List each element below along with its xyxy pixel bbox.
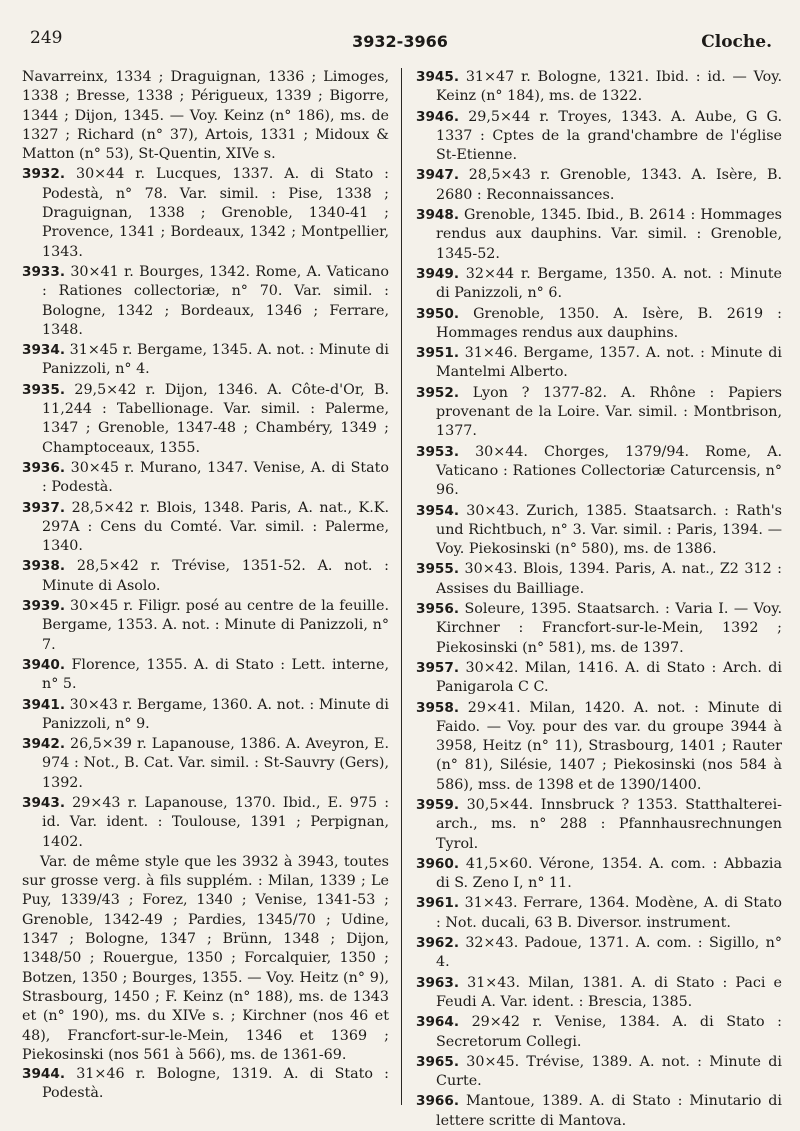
entry-number: 3966. [416,1093,459,1110]
entry-number: 3958. [416,699,459,716]
entry-3956 [416,600,782,658]
entry-number: 3952. [416,384,459,401]
page-number: 249 [30,28,63,48]
entry-3945 [416,68,782,107]
entry-3944 [22,1065,389,1104]
entry-text: Soleure, 1395. Staatsarch. : Varia I. — Voy. Kirchner : Francfort-sur-le-Mein, 1392 ; Piekosinski (n° 581), ms. de 1397. [436,601,783,656]
entry-text: 29,5×42 r. Dijon, 1346. A. Côte-d'Or, B. 11,244 : Tabellionage. Var. simil. : Palerme, 1347 ; Grenoble, 1347-48 ; Chambéry, 1349 ; Champtoceaux, 1355. [42,381,390,456]
entry-3938 [22,557,389,596]
entry-number: 3957. [416,659,459,676]
entry-number: 3951. [416,345,459,362]
entry-3957 [416,659,782,698]
entry-3960 [416,855,782,894]
entry-text: 28,5×43 r. Grenoble, 1343. A. Isère, B. 2680 : Reconnaissances. [436,167,782,203]
entry-3933 [22,263,389,340]
entry-3954 [416,502,782,560]
entry-text: 29,5×44 r. Troyes, 1343. A. Aube, G G. 1337 : Cptes de la grand'chambre de l'église St-Etienne. [436,108,783,164]
entry-number: 3940. [22,656,65,673]
entry-3951 [416,344,782,383]
left-column [18,68,402,1105]
entry-3943 [22,794,389,852]
entry-text: Grenoble, 1350. A. Isère, B. 2619 : Hommages rendus aux dauphins. [436,305,782,341]
entry-number: 3953. [416,443,459,460]
entry-3952 [416,384,782,442]
entry-text: 30×44 r. Lucques, 1337. A. di Stato : Podestà, n° 78. Var. simil. : Pise, 1338 ; Draguignan, 1338 ; Grenoble, 1340-41 ; Provence, 1341 ; Bordeaux, 1342 ; Montpellier, 1343. [42,166,390,260]
entry-text: 31×43. Milan, 1381. A. di Stato : Paci e Feudi A. Var. ident. : Brescia, 1385. [436,974,783,1010]
entry-3953 [416,443,782,501]
entry-number: 3948. [416,207,459,224]
running-title: 3932-3966 [352,32,448,51]
entry-text: 28,5×42 r. Trévise, 1351-52. A. not. : Minute di Asolo. [42,558,389,594]
entry-3966 [416,1092,782,1131]
page-header [22,22,778,52]
entry-3963 [416,974,782,1013]
entry-number: 3962. [416,935,459,952]
entry-number: 3942. [22,736,65,753]
entry-text: 30×45 r. Filigr. posé au centre de la feuille. Bergame, 1353. A. not. : Minute di Panizzoli, n° 7. [42,598,389,653]
entry-text: 30×45. Trévise, 1389. A. not. : Minute di Curte. [436,1053,782,1090]
entry-text: Mantoue, 1389. A. di Stato : Minutario di lettere scritte di Mantova. [436,1093,783,1129]
entry-number: 3945. [416,69,459,85]
entry-3948 [416,206,782,264]
entry-text: 30×41 r. Bourges, 1342. Rome, A. Vaticano : Rationes collectoriæ, n° 70. Var. simil. : Bologne, 1342 ; Bordeaux, 1346 ; Ferrare, 1348. [42,263,389,338]
entry-text: 30×42. Milan, 1416. A. di Stato : Arch. di Panigarola C C. [436,659,782,696]
entry-3939 [22,597,389,655]
entry-number: 3949. [416,265,459,282]
entry-text: 30×44. Chorges, 1379/94. Rome, A. Vaticano : Rationes Collectoriæ Caturcensis, n° 96. [436,443,782,499]
entry-3950 [416,305,782,344]
entry-3949 [416,265,782,304]
entry-text: Grenoble, 1345. Ibid., B. 2614 : Hommages rendus aux dauphins. Var. simil. : Grenoble, 1345-52. [436,207,782,262]
entry-number: 3964. [416,1014,459,1031]
entry-number: 3956. [416,601,459,618]
entry-text: 41,5×60. Vérone, 1354. A. com. : Abbazia di S. Zeno I, n° 11. [436,855,782,892]
entry-number: 3959. [416,796,459,813]
entry-3965 [416,1053,782,1092]
entry-text: 28,5×42 r. Blois, 1348. Paris, A. nat., K.K. 297A : Cens du Comté. Var. simil. : Palerme, 1340. [42,499,389,555]
entry-3961 [416,894,782,933]
entry-number: 3932. [22,166,65,183]
entry-3958 [416,699,782,795]
entry-number: 3950. [416,305,459,322]
entry-3937 [22,499,389,557]
entry-text: 30,5×44. Innsbruck ? 1353. Statthalterei-arch., ms. n° 288 : Pfannhausrechnungen Tyrol. [436,796,783,852]
entry-3932 [22,165,389,261]
entry-3941 [22,696,389,735]
entry-3955 [416,560,782,599]
entry-number: 3955. [416,561,459,578]
entry-text: 32×43. Padoue, 1371. A. com. : Sigillo, n° 4. [436,935,782,971]
entry-3946 [416,108,782,166]
entry-text: 29×43 r. Lapanouse, 1370. Ibid., E. 975 : id. Var. ident. : Toulouse, 1391 ; Perpignan, 1402. [42,794,390,850]
entry-text: 30×43. Blois, 1394. Paris, A. nat., Z2 312 : Assises du Bailliage. [436,561,783,597]
entry-3947 [416,166,782,205]
entry-text: Florence, 1355. A. di Stato : Lett. interne, n° 5. [42,656,389,693]
entry-3962 [416,934,782,973]
entry-text: 30×43 r. Bergame, 1360. A. not. : Minute di Panizzoli, n° 9. [42,696,389,732]
entry-number: 3944. [22,1066,65,1083]
section-title: Cloche. [701,32,772,52]
entry-3964 [416,1013,782,1052]
entry-number: 3941. [22,696,65,713]
entry-3936 [22,459,389,498]
entry-text: Lyon ? 1377-82. A. Rhône : Papiers provenant de la Loire. Var. simil. : Montbrison, 1377. [436,384,782,440]
entry-number: 3961. [416,895,459,912]
entry-number: 3954. [416,502,459,519]
entry-text: 30×45 r. Murano, 1347. Venise, A. di Stato : Podestà. [42,459,389,496]
entry-text: 31×46 r. Bologne, 1319. A. di Stato : Podestà. [42,1066,390,1102]
entry-text: 31×45 r. Bergame, 1345. A. not. : Minute di Panizzoli, n° 4. [42,342,389,378]
entry-number: 3939. [22,598,65,615]
entry-number: 3938. [22,558,65,575]
entry-number: 3965. [416,1053,459,1070]
entry-number: 3934. [22,342,65,359]
continuation-text: Navarreinx, 1334 ; Draguignan, 1336 ; Limoges, 1338 ; Bresse, 1338 ; Périgueux, 1339 ; Bigorre, 1344 ; Dijon, 1345. — Voy. Keinz (n° 186), ms. de 1327 ; Richard (n° 37), Artois, 1331 ; Midoux & Matton (n° 53), St-Quentin, XIVe s. [22,69,389,163]
entry-number: 3960. [416,855,459,872]
entry-3942 [22,735,389,793]
entry-text: 29×42 r. Venise, 1384. A. di Stato : Secretorum Collegi. [436,1014,782,1050]
entry-text: 30×43. Zurich, 1385. Staatsarch. : Rath's und Richtbuch, n° 3. Var. simil. : Paris, 1394. — Voy. Piekosinski (n° 580), ms. de 1386. [436,502,783,558]
entry-text: 26,5×39 r. Lapanouse, 1386. A. Aveyron, E. 974 : Not., B. Cat. Var. simil. : St-Sauvry (Gers), 1392. [42,736,389,791]
entry-text: 29×41. Milan, 1420. A. not. : Minute di Faido. — Voy. pour des var. du groupe 3944 à 3958, Heitz (n° 11), Strasbourg, 1401 ; Rauter (n° 81), Silésie, 1407 ; Piekosinski (nos 584 à 586), mss. de 1398 et de 1390/1400. [436,699,782,793]
entry-number: 3933. [22,263,65,280]
entry-text: 31×47 r. Bologne, 1321. Ibid. : id. — Voy. Keinz (n° 184), ms. de 1322. [436,69,782,105]
entry-3940 [22,656,389,695]
entry-number: 3937. [22,499,65,516]
two-column-body [18,68,786,1129]
entry-number: 3935. [22,381,65,398]
entry-3935 [22,381,389,458]
entry-number: 3946. [416,108,459,125]
entry-3934 [22,341,389,380]
entry-3959 [416,796,782,854]
entry-text: 32×44 r. Bergame, 1350. A. not. : Minute di Panizzoli, n° 6. [436,265,782,302]
entry-number: 3943. [22,794,65,811]
entry-number: 3936. [22,459,65,476]
entry-text: 31×43. Ferrare, 1364. Modène, A. di Stato : Not. ducali, 63 B. Diversor. instrument. [436,895,782,931]
entry-text: 31×46. Bergame, 1357. A. not. : Minute di Mantelmi Alberto. [436,345,783,381]
right-column [402,68,786,1129]
variants-note: Var. de même style que les 3932 à 3943, toutes sur grosse verg. à fils supplém. : Milan, 1339 ; Le Puy, 1339/43 ; Forez, 1340 ; Venise, 1341-53 ; Grenoble, 1342-49 ; Pardies, 1345/70 ; Udine, 1347 ; Bologne, 1347 ; Brünn, 1348 ; Dijon, 1348/50 ; Rouergue, 1350 ; Forcalquier, 1350 ; Botzen, 1350 ; Bourges, 1355. — Voy. Heitz (n° 9), Strasbourg, 1450 ; F. Keinz (n° 188), ms. de 1343 et (n° 190), ms. du XIVe s. ; Kirchner (nos 46 et 48), Francfort-sur-le-Mein, 1346 et 1369 ; Piekosinski (nos 561 à 566), ms. de 1361-69. [22,853,389,1063]
continuation-paragraph [22,68,389,164]
entry-number: 3947. [416,167,459,184]
entry-number: 3963. [416,974,459,991]
